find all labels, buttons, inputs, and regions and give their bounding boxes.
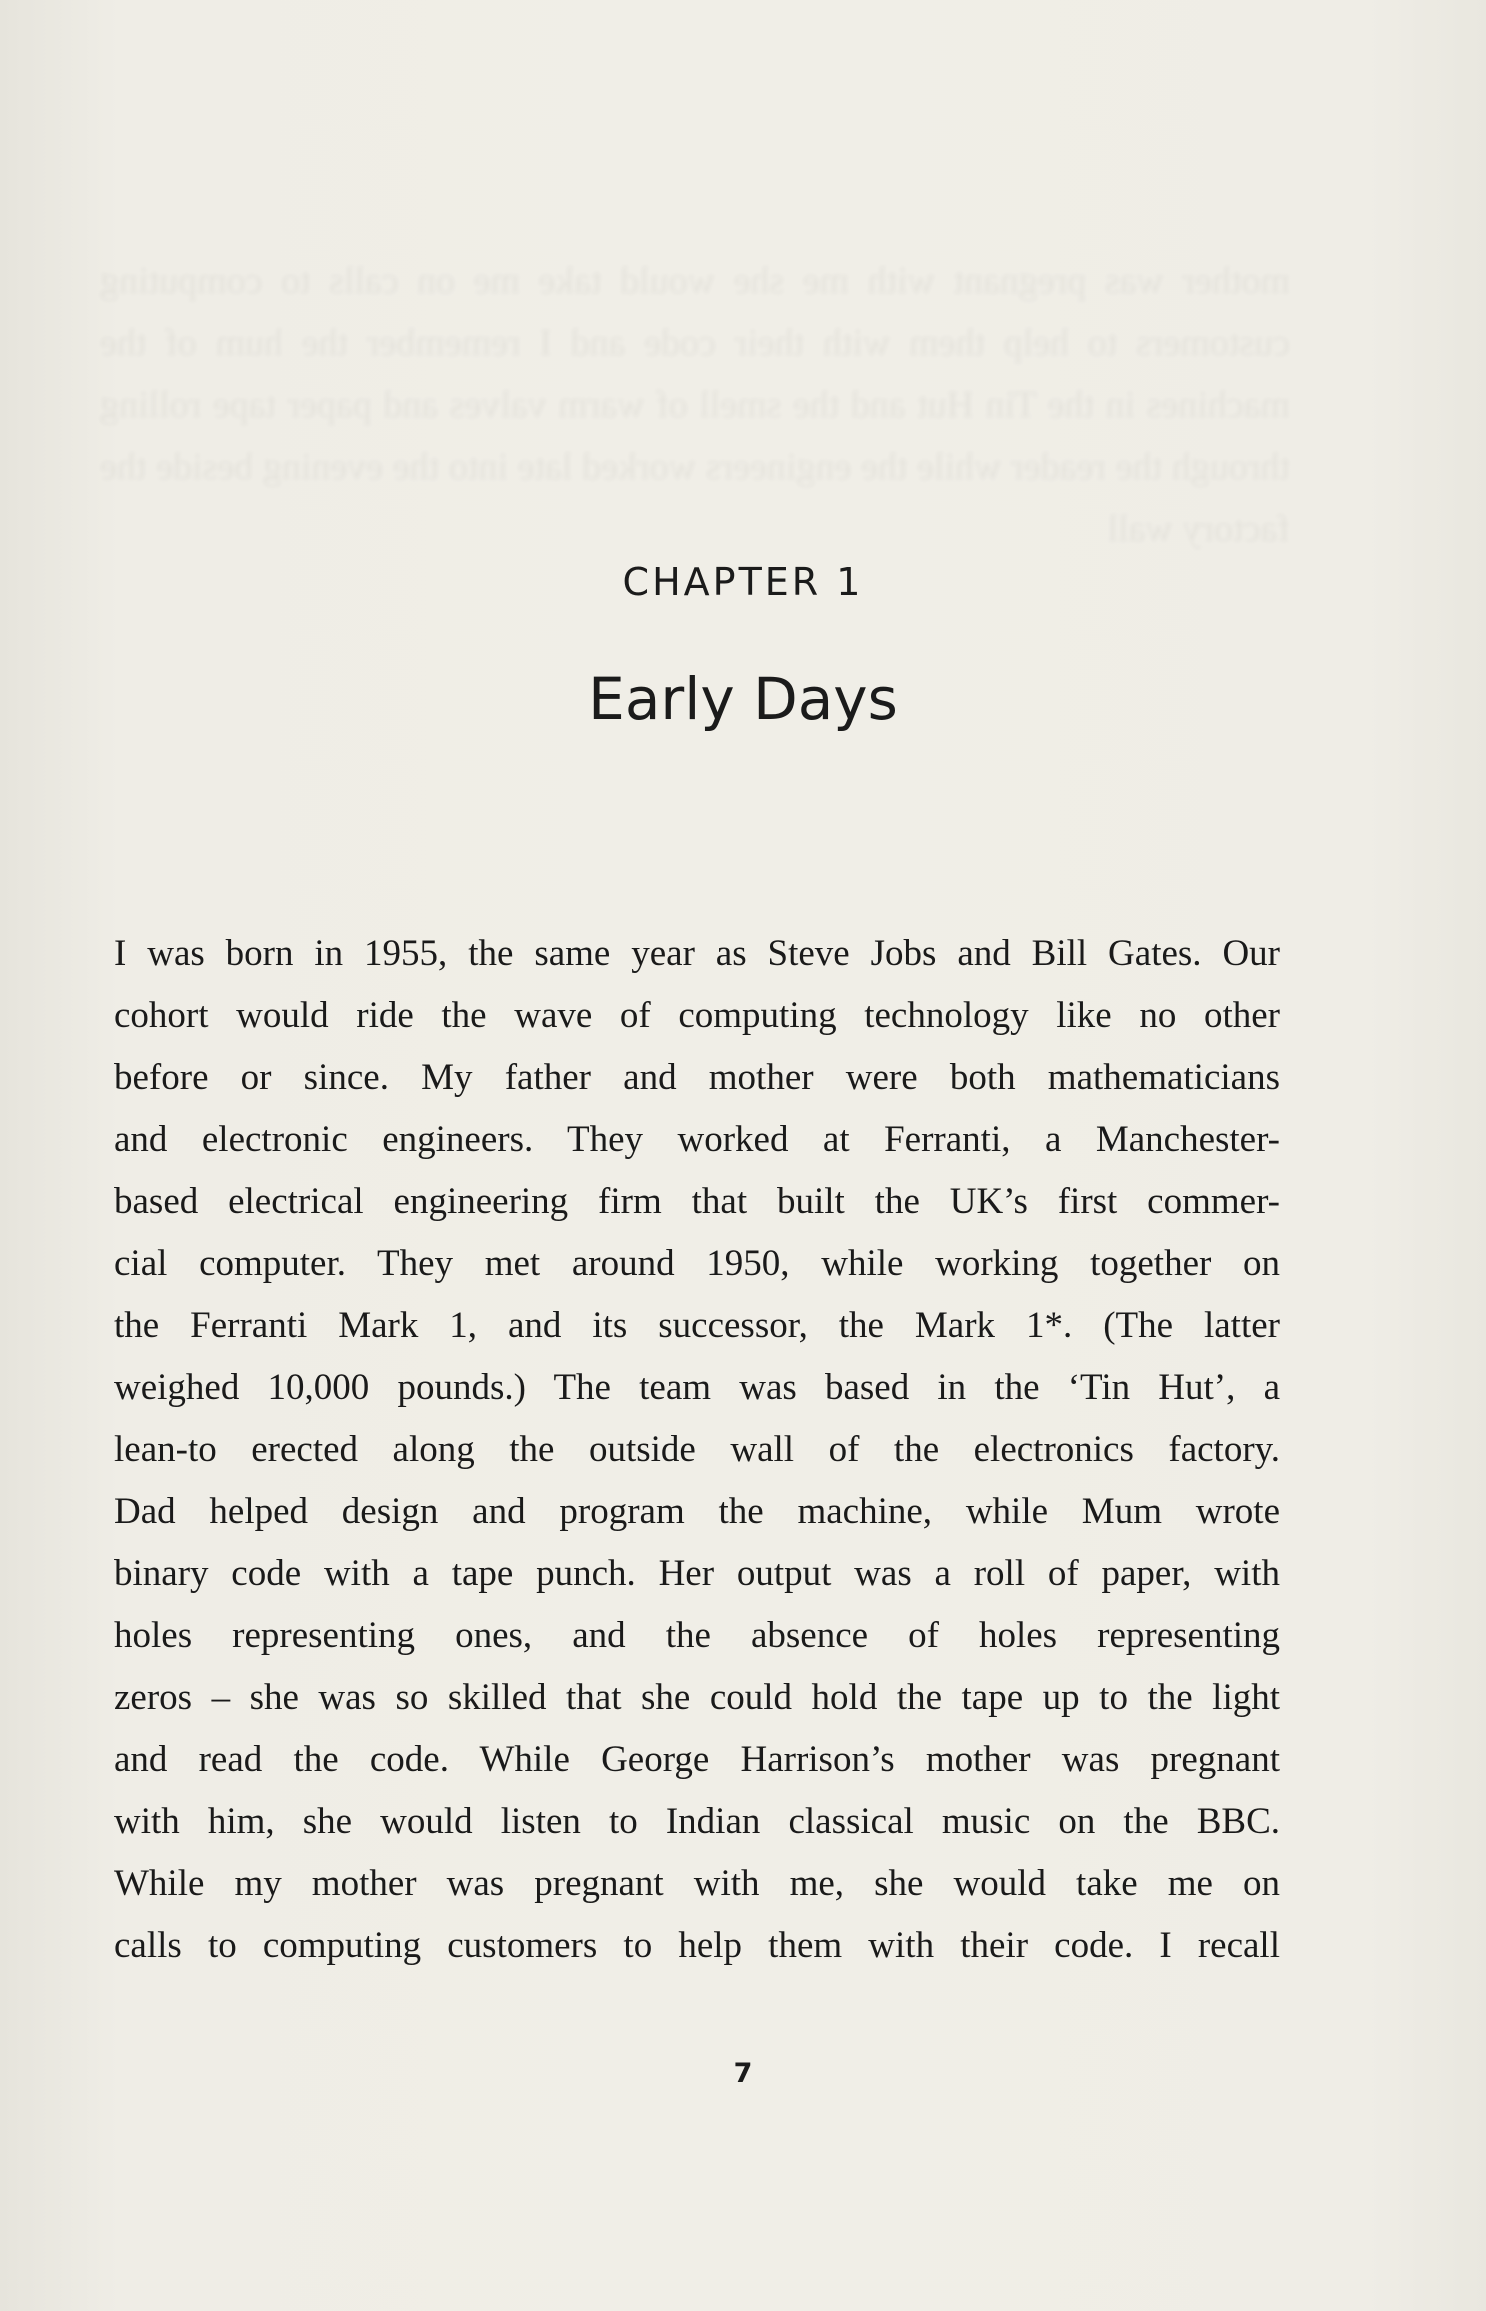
body-line: While my mother was pregnant with me, she would take me on [114,1863,1280,1904]
body-line: calls to computing customers to help them with their code. I recall [114,1925,1280,1966]
body-line: weighed 10,000 pounds.) The team was based in the ‘Tin Hut’, a [114,1367,1280,1408]
body-line: Dad helped design and program the machine, while Mum wrote [114,1491,1280,1532]
body-line: cial computer. They met around 1950, while working together on [114,1243,1280,1284]
body-line: based electrical engineering firm that built the UK’s first commer- [114,1181,1280,1222]
body-line: before or since. My father and mother were both mathematicians [114,1057,1280,1098]
chapter-title: Early Days [588,665,898,733]
body-line: cohort would ride the wave of computing technology like no other [114,995,1280,1036]
body-line: and read the code. While George Harrison’s mother was pregnant [114,1739,1280,1780]
body-line: and electronic engineers. They worked at Ferranti, a Manchester- [114,1119,1280,1160]
body-line: zeros – she was so skilled that she could hold the tape up to the light [114,1677,1280,1718]
chapter-label: CHAPTER 1 [622,560,864,604]
body-line: holes representing ones, and the absence of holes representing [114,1615,1280,1656]
body-line: I was born in 1955, the same year as Steve Jobs and Bill Gates. Our [114,933,1280,974]
body-paragraph [114,923,1280,1977]
page-number: 7 [733,2058,753,2089]
body-line: lean-to erected along the outside wall of the electronics factory. [114,1429,1280,1470]
show-through-text: mother was pregnant with me she would take me on calls to computing customers to help them with their code and I remember the hum of the machines in the Tin Hut and the smell of warm valves and paper tape rolling through the reader while the engineers worked late into the evening beside the factory wall [100,260,1290,550]
body-line: with him, she would listen to Indian classical music on the BBC. [114,1801,1280,1842]
body-line: binary code with a tape punch. Her output was a roll of paper, with [114,1553,1280,1594]
body-line: the Ferranti Mark 1, and its successor, the Mark 1*. (The latter [114,1305,1280,1346]
